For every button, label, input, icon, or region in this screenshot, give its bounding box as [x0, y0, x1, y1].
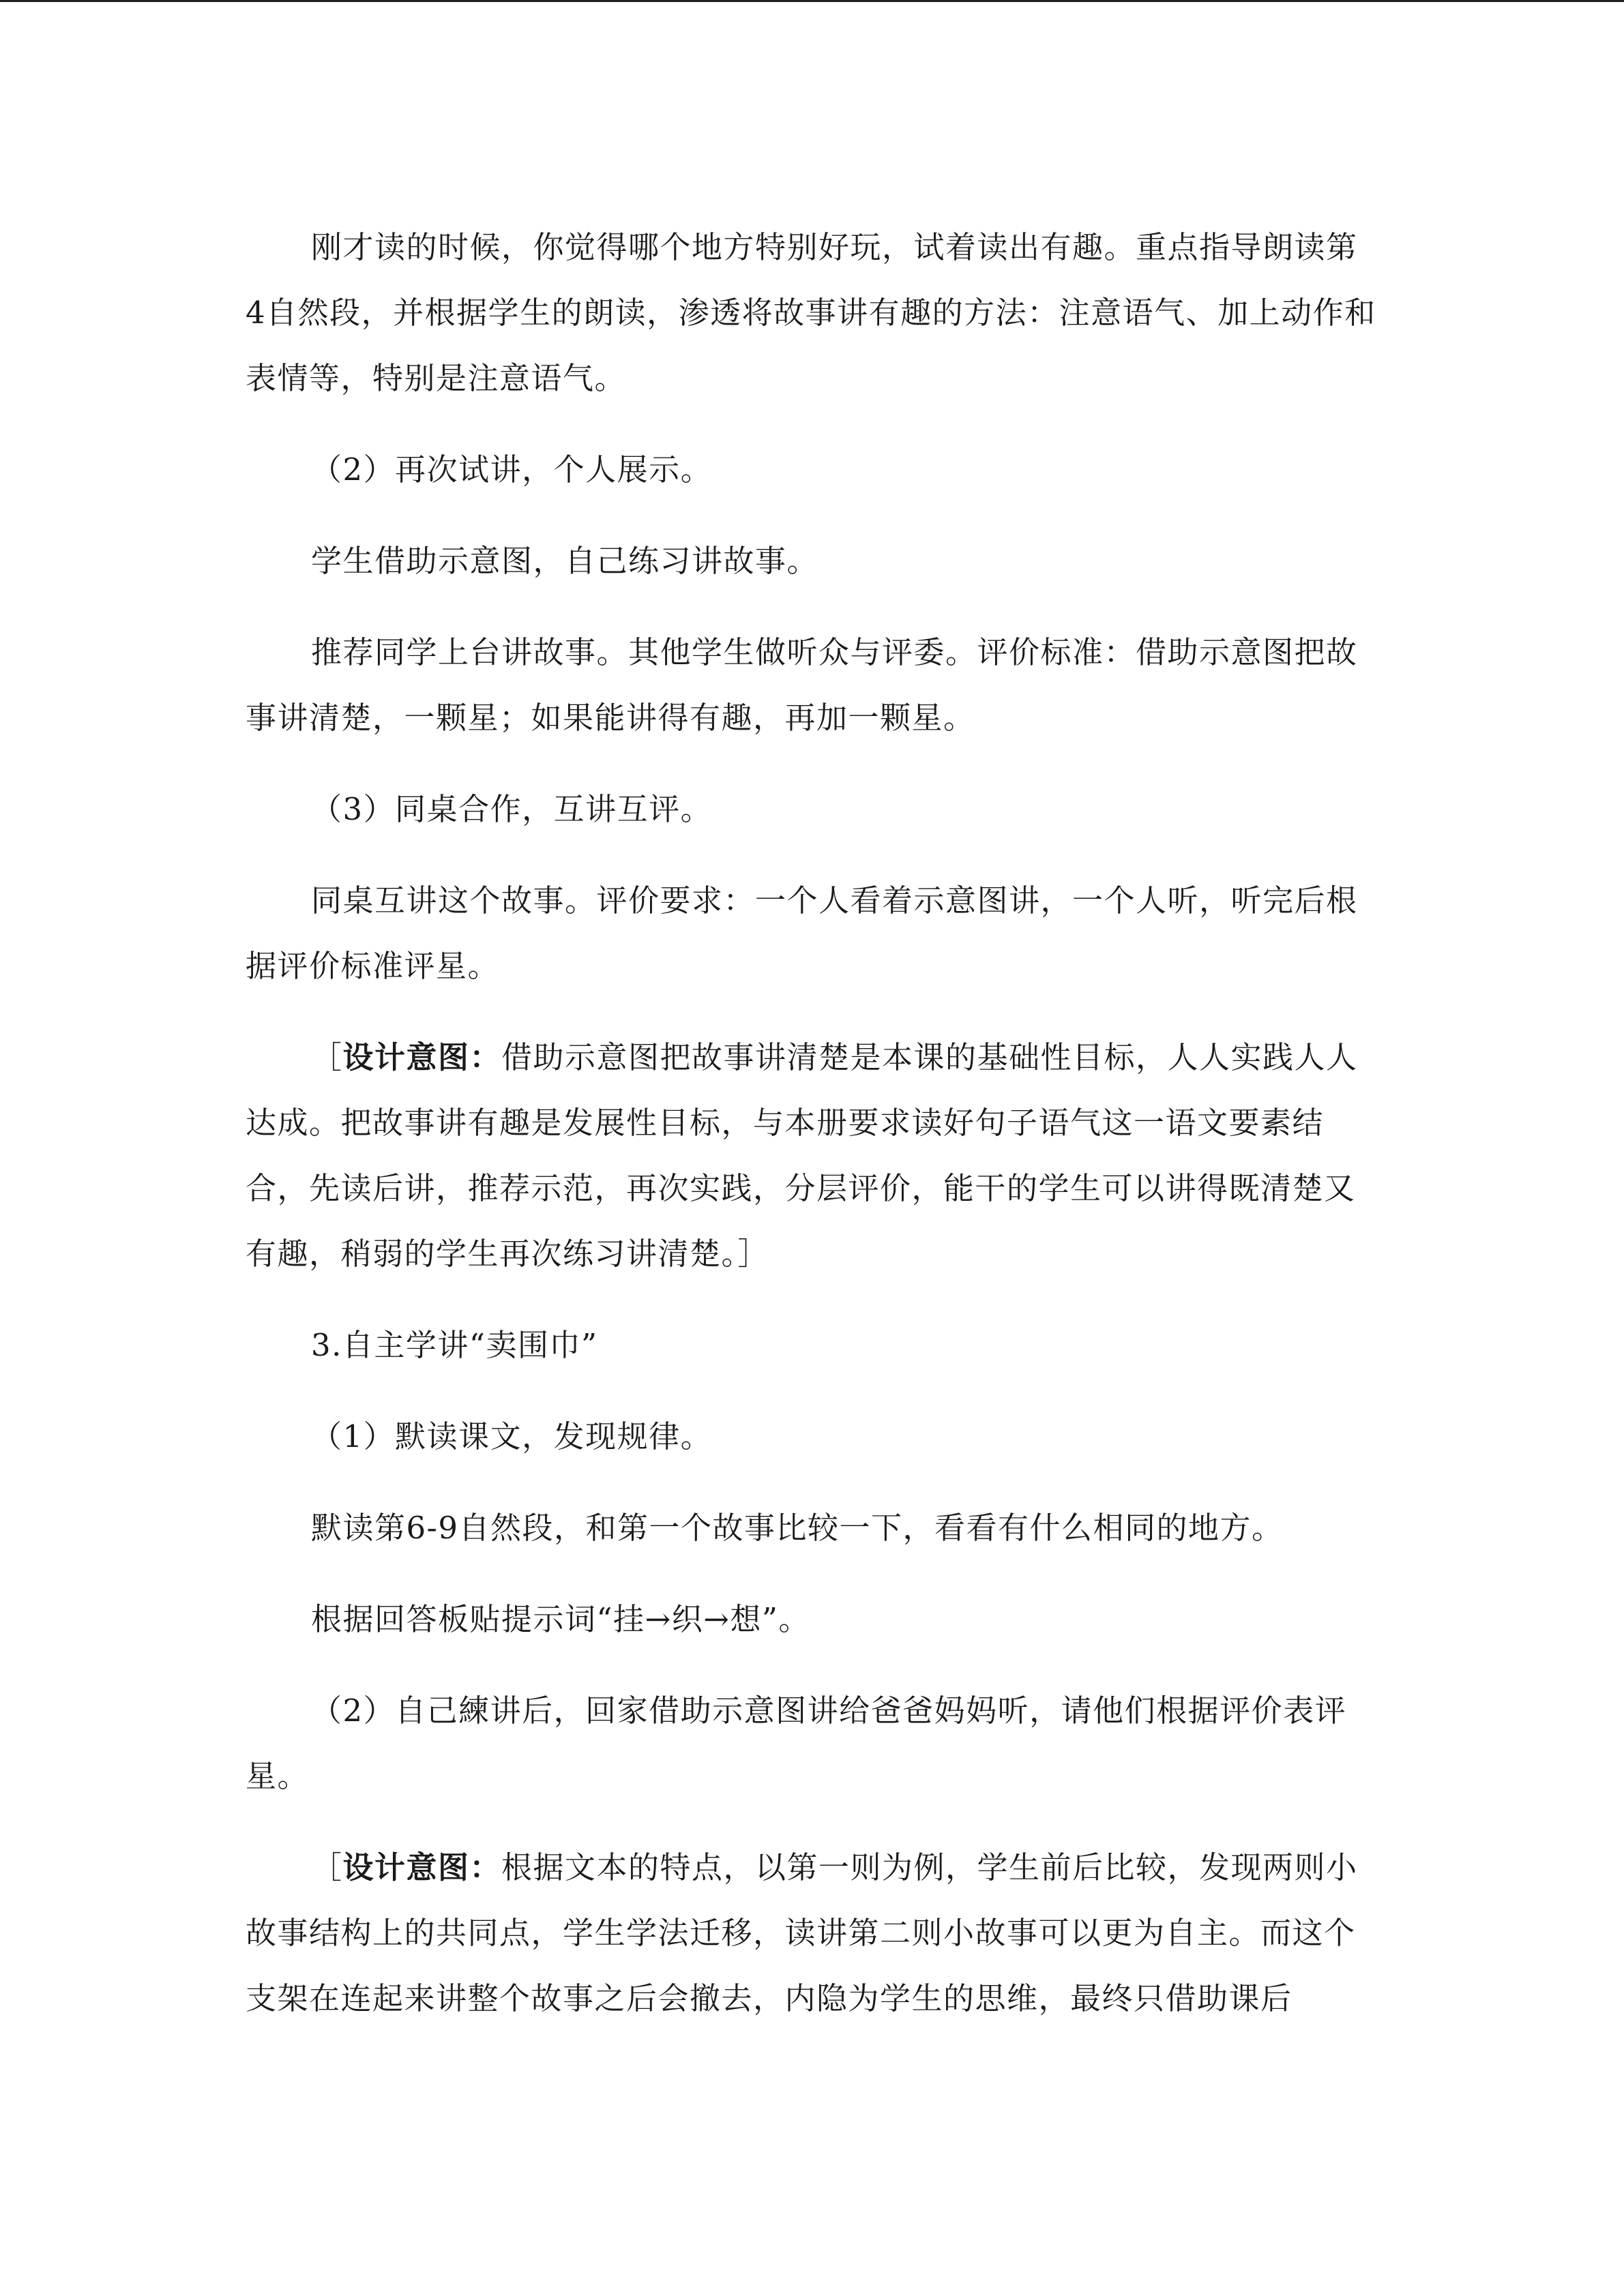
paragraph-design-intent-2: [246, 1835, 1378, 2031]
paragraph-compare-stories: 默读第6-9自然段，和第一个故事比较一下，看看有什么相同的地方。: [311, 1510, 1284, 1546]
design-intent-label: 设计意图：: [342, 1849, 502, 1885]
paragraph-self-practice: 学生借助示意图，自己练习讲故事。: [311, 543, 819, 579]
design-intent-text: 借助示意图把故事讲清楚是本课的基础性目标，人人实践人人达成。把故事讲有趣是发展性目标，与本册要求读好句子语气这一语文要素结合，先读后讲，推荐示范，再次实践，分层评价，能干的学生可以讲得既清楚又有趣，稍弱的学生再次练习讲清楚。］: [246, 1039, 1358, 1272]
section-heading-scarf: 3.自主学讲“卖围巾”: [311, 1327, 598, 1363]
design-intent-text: 根据文本的特点，以第一则为例，学生前后比较，发现两则小故事结构上的共同点，学生学法迁移，读讲第二则小故事可以更为自主。而这个支架在连起来讲整个故事之后会撤去，内隐为学生的思维，最终只借助课后: [246, 1849, 1358, 2016]
bracket-open: ［: [311, 1039, 343, 1075]
paragraph-step-3-heading: （3）同桌合作，互讲互评。: [311, 791, 713, 827]
design-intent-label: 设计意图：: [342, 1039, 502, 1075]
document-body: [246, 215, 1378, 2031]
paragraph-evaluation-standard: 推荐同学上台讲故事。其他学生做听众与评委。评价标准：借助示意图把故事讲清楚，一颗星；如果能讲得有趣，再加一颗星。: [246, 634, 1358, 736]
paragraph-home-practice: （2）自己練讲后，回家借助示意图讲给爸爸妈妈听，请他们根据评价表评星。: [246, 1693, 1347, 1794]
paragraph-silent-reading-heading: （1）默读课文，发现规律。: [311, 1418, 713, 1455]
paragraph-design-intent-1: [246, 1025, 1378, 1287]
paragraph-peer-telling: 同桌互讲这个故事。评价要求：一个人看着示意图讲，一个人听，听完后根据评价标准评星。: [246, 882, 1358, 984]
paragraph-reading-guidance: 刚才读的时候，你觉得哪个地方特别好玩，试着读出有趣。重点指导朗读第4自然段，并根据学生的朗读，渗透将故事讲有趣的方法：注意语气、加上动作和表情等，特别是注意语气。: [246, 229, 1376, 396]
bracket-open: ［: [311, 1849, 343, 1885]
paragraph-board-keywords: 根据回答板贴提示词“挂→织→想”。: [311, 1601, 810, 1637]
paragraph-step-2-heading: （2）再次试讲，个人展示。: [311, 451, 713, 488]
